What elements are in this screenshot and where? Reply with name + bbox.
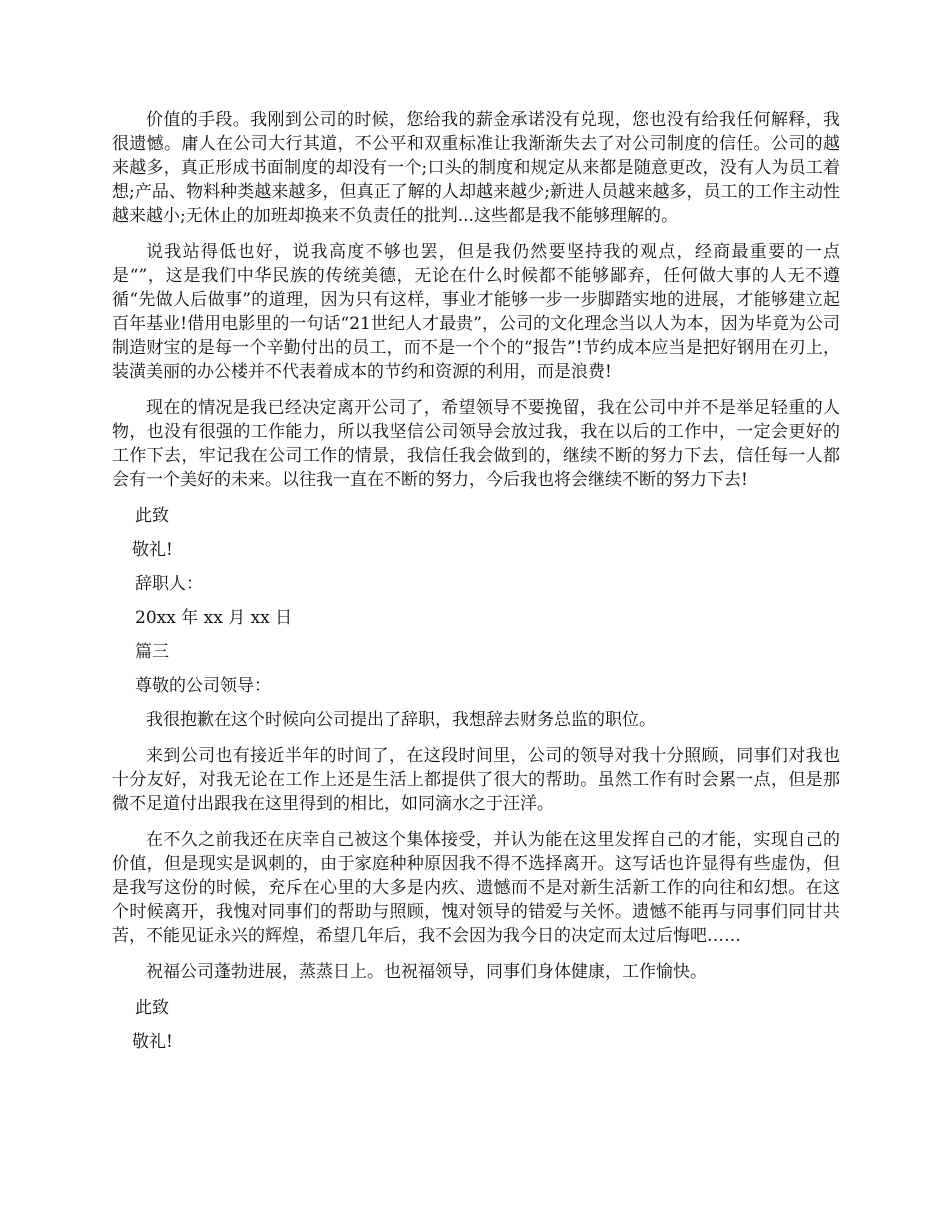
paragraph: 祝福公司蓬勃进展，蒸蒸日上。也祝福领导，同事们身体健康，工作愉快。 bbox=[146, 962, 707, 982]
document-page bbox=[112, 108, 840, 1064]
signer-label: 辞职人： bbox=[135, 574, 203, 594]
paragraph: 我很抱歉在这个时候向公司提出了辞职，我想辞去财务总监的职位。 bbox=[146, 710, 656, 730]
paragraph: 现在的情况是我已经决定离开公司了，希望领导不要挽留，我在公司中并不是举足轻重的人物，也没有很强的工作能力，所以我坚信公司领导会放过我，我在以后的工作中，一定会更好的工作下去，牢记我在公司工作的情景，我信任我会做到的，继续不断的努力下去，信任每一人都会有一个美好的未来。以往我一直在不断的努力，今后我也将会继续不断的努力下去! bbox=[112, 398, 840, 490]
section-title: 篇三 bbox=[135, 642, 169, 662]
date-line: 20xx 年 xx 月 xx 日 bbox=[135, 608, 293, 628]
closing-salutation: 此致 bbox=[135, 506, 169, 526]
closing-salutation: 此致 bbox=[135, 998, 169, 1018]
closing-respect: 敬礼! bbox=[132, 540, 173, 560]
closing-respect: 敬礼! bbox=[132, 1032, 173, 1052]
paragraph: 在不久之前我还在庆幸自己被这个集体接受，并认为能在这里发挥自己的才能，实现自己的价值，但是现实是讽刺的，由于家庭种种原因我不得不选择离开。这写话也许显得有些虚伪，但是我写这份的时候，充斥在心里的大多是内疚、遗憾而不是对新生活新工作的向往和幻想。在这个时候离开，我愧对同事们的帮助与照顾，愧对领导的错爱与关怀。遗憾不能再与同事们同甘共苦，不能见证永兴的辉煌，希望几年后，我不会因为我今日的决定而太过后悔吧…… bbox=[112, 830, 840, 946]
greeting: 尊敬的公司领导： bbox=[135, 676, 271, 696]
paragraph: 价值的手段。我刚到公司的时候，您给我的薪金承诺没有兑现，您也没有给我任何解释，我很遗憾。庸人在公司大行其道，不公平和双重标准让我渐渐失去了对公司制度的信任。公司的越来越多，真正形成书面制度的却没有一个;口头的制度和规定从来都是随意更改，没有人为员工着想;产品、物料种类越来越多，但真正了解的人却越来越少;新进人员越来越多，员工的工作主动性越来越小;无休止的加班却换来不负责任的批判...这些都是我不能够理解的。 bbox=[112, 110, 840, 226]
paragraph: 来到公司也有接近半年的时间了，在这段时间里，公司的领导对我十分照顾，同事们对我也十分友好，对我无论在工作上还是生活上都提供了很大的帮助。虽然工作有时会累一点，但是那微不足道付出跟我在这里得到的相比，如同滴水之于汪洋。 bbox=[112, 746, 840, 814]
paragraph: 说我站得低也好，说我高度不够也罢，但是我仍然要坚持我的观点，经商最重要的一点是“”，这是我们中华民族的传统美德，无论在什么时候都不能够鄙弃，任何做大事的人无不遵循“先做人后做事”的道理，因为只有这样，事业才能够一步一步脚踏实地的进展，才能够建立起百年基业!借用电影里的一句话“21世纪人才最贵”，公司的文化理念当以人为本，因为毕竟为公司制造财宝的是每一个辛勤付出的员工，而不是一个个的“报告”!节约成本应当是把好钢用在刃上，装潢美丽的办公楼并不代表着成本的节约和资源的利用，而是浪费! bbox=[112, 242, 840, 382]
